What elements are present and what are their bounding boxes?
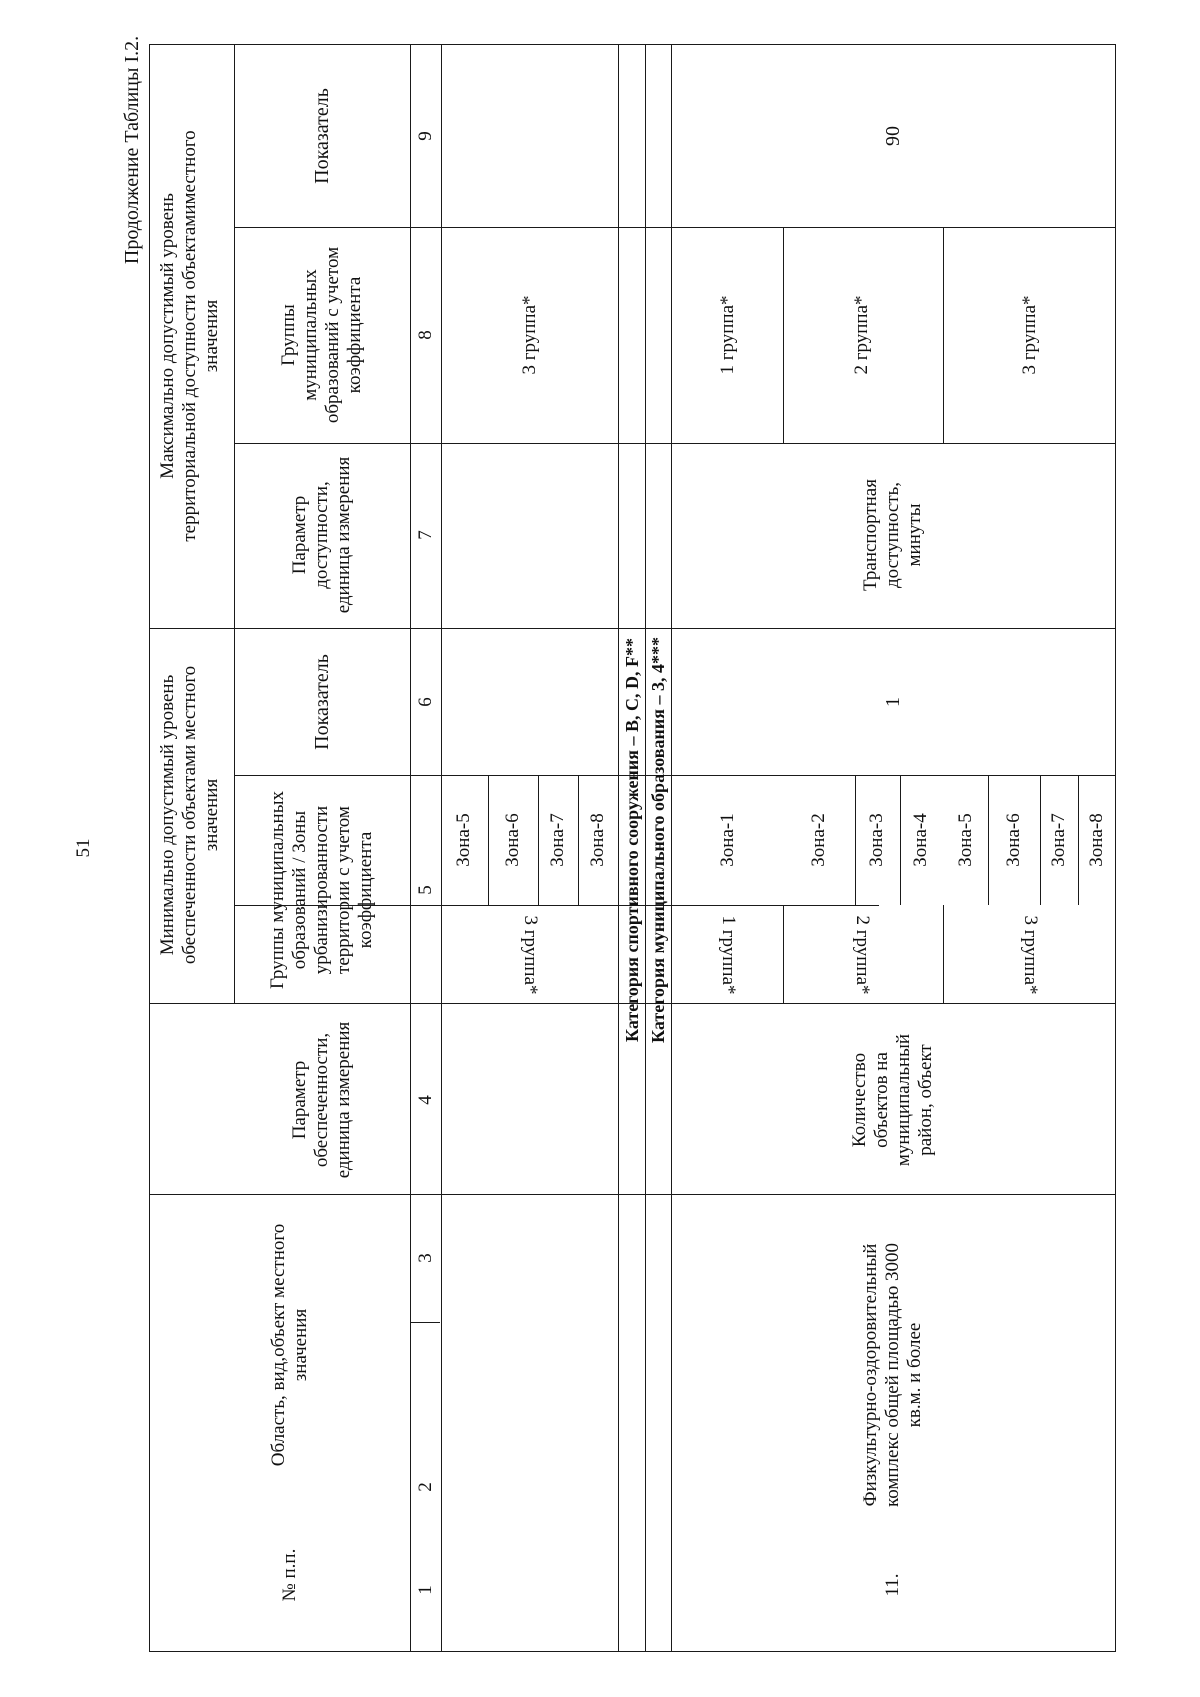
upper-group-max: 3 группа* xyxy=(519,295,540,375)
header-indicator-max: Показатель xyxy=(311,88,333,184)
category-sport: Категория спортивного сооружения – B, C, D, F** xyxy=(622,638,642,1042)
header-param-provision: Параметр обеспеченности, единица измерения xyxy=(289,1021,354,1179)
row11-zone-4: Зона-4 xyxy=(910,813,931,867)
header-groups-zones: Группы муниципальных образований / Зоны урбанизированности территории с учетом коэффициента xyxy=(267,791,376,989)
row11-zone-8: Зона-8 xyxy=(1086,813,1107,867)
header-min-level: Минимально допустимый уровень обеспеченности объектами местного значения xyxy=(157,665,222,965)
upper-zone-7: Зона-7 xyxy=(547,813,568,867)
col-num-1: 1 xyxy=(415,1585,436,1595)
col-num-3: 3 xyxy=(415,1253,436,1263)
continuation-title: Продолжение Таблицы I.2. xyxy=(121,35,143,265)
col-num-9: 9 xyxy=(415,131,436,141)
col-num-5: 5 xyxy=(415,885,436,895)
header-max-level: Максимально допустимый уровень территориальной доступности объектамиместного значения xyxy=(157,130,222,542)
row11-zone-3: Зона-3 xyxy=(866,813,887,867)
header-indicator-min: Показатель xyxy=(311,654,333,750)
row11-indicator-min: 1 xyxy=(882,697,904,707)
col-num-8: 8 xyxy=(415,330,436,340)
row11-zone-5: Зона-5 xyxy=(955,813,976,867)
header-area: Область, вид,объект местного значения xyxy=(268,1223,311,1467)
header-param-access: Параметр доступности, единица измерения xyxy=(289,456,354,614)
header-no: № п.п. xyxy=(279,1548,300,1602)
row11-zone-1: Зона-1 xyxy=(717,813,738,867)
row11-group-2: 2 группа* xyxy=(852,915,873,995)
row11-group-3: 3 группа* xyxy=(1020,915,1041,995)
row11-number: 11. xyxy=(882,1573,903,1597)
category-municipal: Категория муниципального образования – 3, 4*** xyxy=(648,637,668,1043)
row11-zone-2: Зона-2 xyxy=(808,813,829,867)
row11-group-1: 1 группа* xyxy=(718,915,739,995)
row11-name: Физкультурно-оздоровительный комплекс общей площадью 3000 кв.м. и более xyxy=(860,1242,925,1508)
row11-group-max-1: 1 группа* xyxy=(717,295,738,375)
col-num-7: 7 xyxy=(415,530,436,540)
row11-zone-7: Зона-7 xyxy=(1048,813,1069,867)
col-num-6: 6 xyxy=(415,697,436,707)
upper-zone-6: Зона-6 xyxy=(502,813,523,867)
page-number: 51 xyxy=(73,838,94,858)
row11-indicator-max: 90 xyxy=(882,126,904,146)
row11-zone-6: Зона-6 xyxy=(1003,813,1024,867)
upper-group-label: 3 группа* xyxy=(520,915,541,995)
row11-param-provision: Количество объектов на муниципальный район, объект xyxy=(849,1033,936,1167)
upper-zone-8: Зона-8 xyxy=(587,813,608,867)
col-num-4: 4 xyxy=(415,1095,436,1105)
row11-param-access: Транспортная доступность, минуты xyxy=(860,479,925,591)
row11-group-max-2: 2 группа* xyxy=(851,295,872,375)
row11-group-max-3: 3 группа* xyxy=(1019,295,1040,375)
col-num-2: 2 xyxy=(415,1482,436,1492)
header-groups-coef: Группы муниципальных образований с учетом коэффициента xyxy=(278,246,365,424)
upper-zone-5: Зона-5 xyxy=(453,813,474,867)
